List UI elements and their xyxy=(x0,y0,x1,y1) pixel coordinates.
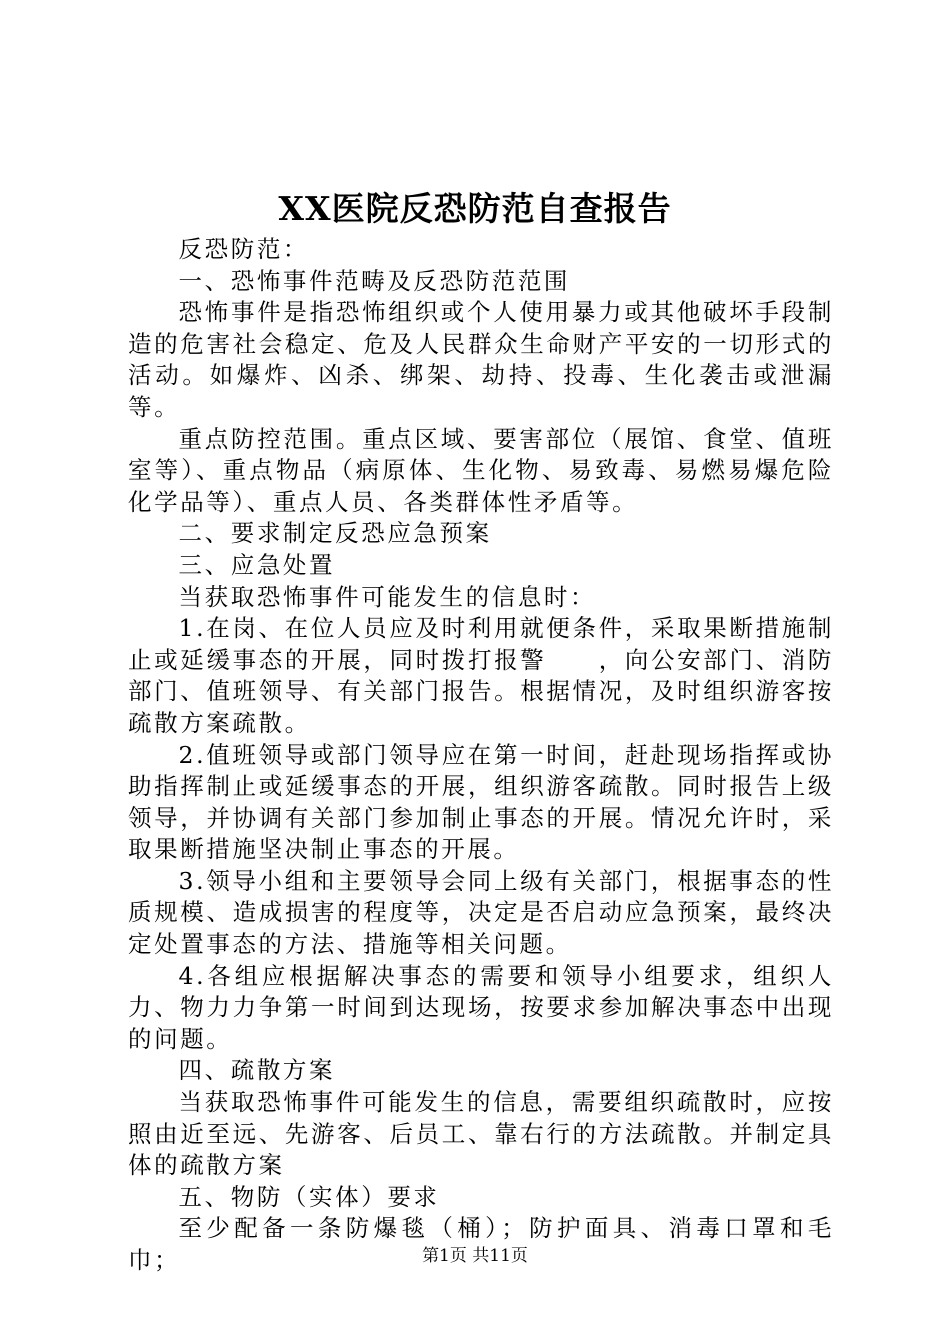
section-heading: 五、物防（实体）要求 xyxy=(178,1182,440,1211)
section-heading: 二、要求制定反恐应急预案 xyxy=(178,519,492,548)
paragraph: 反恐防范： xyxy=(178,235,310,263)
section-heading: 一、恐怖事件范畴及反恐防范范围 xyxy=(178,266,571,295)
list-item: 1.在岗、在位人员应及时利用就便条件，采取果断措施制止或延缓事态的开展，同时拨打报警 ，向公安部门、消防部门、值班领导、有关部门报告。根据情况，及时组织游客按疏散方案疏散。 xyxy=(128,614,834,737)
paragraph: 当获取恐怖事件可能发生的信息，需要组织疏散时，应按照由近至远、先游客、后员工、靠右行的方法疏散。并制定具体的疏散方案 xyxy=(128,1088,834,1180)
page-footer: 第1页 共11页 xyxy=(422,1246,528,1266)
paragraph: 至少配备一条防爆毯（桶）；防护面具、消毒口罩和毛巾； xyxy=(128,1214,834,1274)
document-body xyxy=(128,234,834,1277)
list-item: 2.值班领导或部门领导应在第一时间，赶赴现场指挥或协助指挥制止或延缓事态的开展，组织游客疏散。同时报告上级领导，并协调有关部门参加制止事态的开展。情况允许时，采取果断措施坚决制止事态的开展。 xyxy=(128,740,834,864)
section-heading: 四、疏散方案 xyxy=(178,1056,336,1085)
paragraph: 当获取恐怖事件可能发生的信息时： xyxy=(178,582,597,611)
document-title: XX医院反恐防范自查报告 xyxy=(278,189,672,228)
paragraph: 恐怖事件是指恐怖组织或个人使用暴力或其他破坏手段制造的危害社会稳定、危及人民群众生命财产平安的一切形式的活动。如爆炸、凶杀、绑架、劫持、投毒、生化袭击或泄漏等。 xyxy=(128,298,834,421)
paragraph: 重点防控范围。重点区域、要害部位（展馆、食堂、值班室等）、重点物品（病原体、生化物、易致毒、易燃易爆危险化学品等）、重点人员、各类群体性矛盾等。 xyxy=(128,424,834,516)
section-heading: 三、应急处置 xyxy=(178,550,336,579)
list-item: 4.各组应根据解决事态的需要和领导小组要求，组织人力、物力力争第一时间到达现场，按要求参加解决事态中出现的问题。 xyxy=(128,961,834,1053)
list-item: 3.领导小组和主要领导会同上级有关部门，根据事态的性质规模、造成损害的程度等，决定是否启动应急预案，最终决定处置事态的方法、措施等相关问题。 xyxy=(128,866,834,959)
